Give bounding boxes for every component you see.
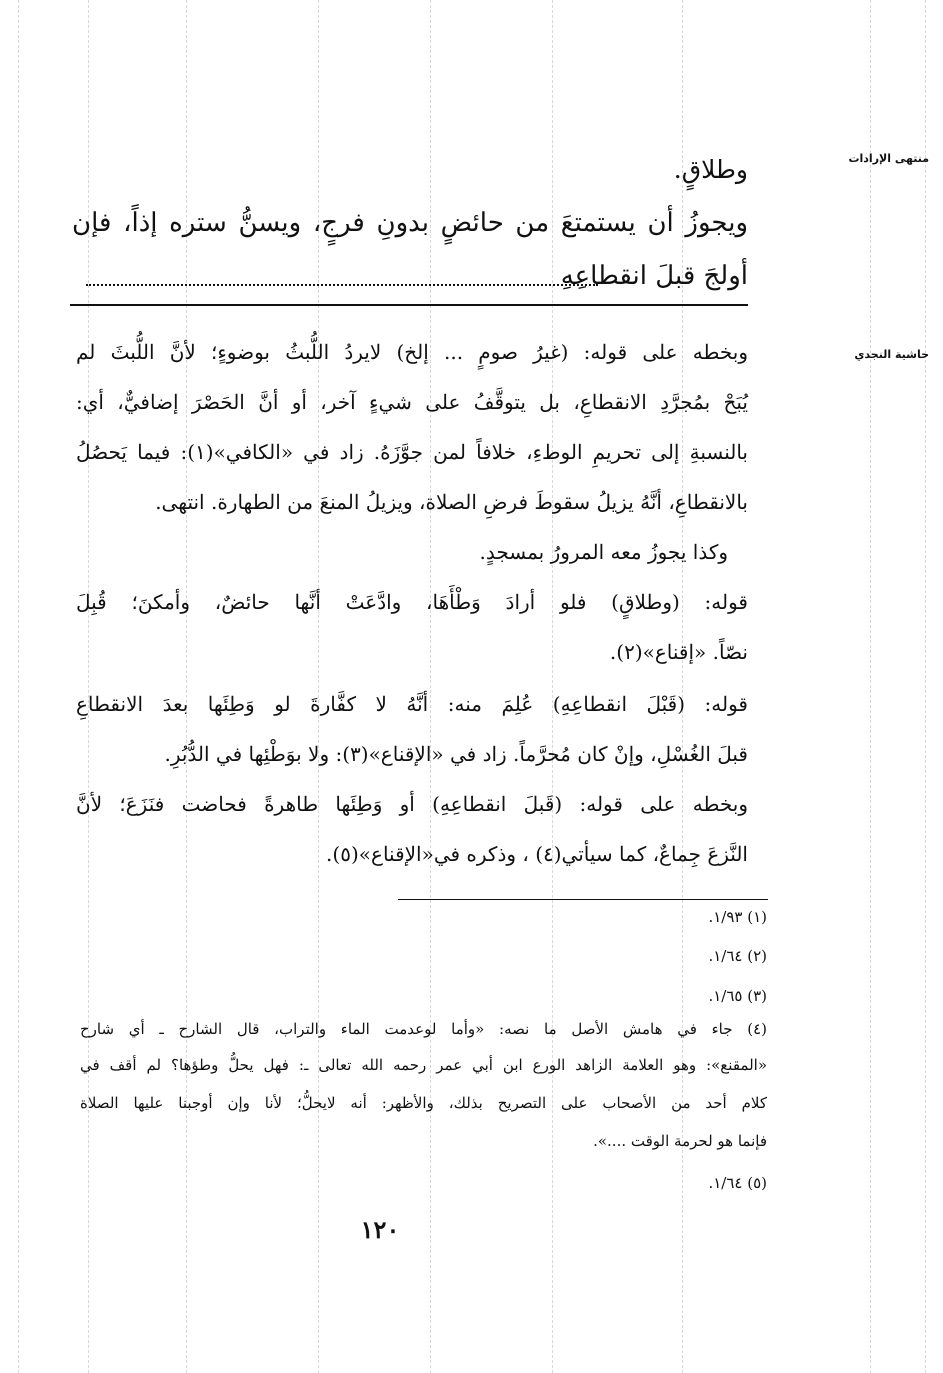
- footnote: (٤) جاء في هامش الأصل ما نصه: «وأما لوعدمت الماء والتراب، قال الشارح ـ أي شارح: [80, 1020, 767, 1038]
- commentary-line: نصّاً. «إقناع»(٢).: [609, 640, 748, 664]
- footnote: (٣) ١/٦٥.: [708, 987, 767, 1005]
- footnote: فإنما هو لحرمة الوقت ....».: [593, 1132, 767, 1150]
- commentary-line: قوله: (وطلاقٍ) فلو أرادَ وَطْأَهَا، وادَّعَتْ أنَّها حائضٌ، وأمكنَ؛ قُبِلَ: [76, 590, 748, 614]
- commentary-line: وكذا يجوزُ معه المرورُ بمسجدٍ.: [479, 540, 728, 564]
- commentary-line: بالنسبةِ إلى تحريمِ الوطءِ، خلافاً لمن جوَّزَهُ. زاد في «الكافي»(١): فيما يَحصُلُ: [76, 440, 748, 464]
- commentary-line: قبلَ الغُسْلِ، وإنْ كان مُحرَّماً. زاد في «الإقناع»(٣): ولا بوَطْئِها في الدُّبُرِ.: [164, 742, 748, 766]
- footnote: (١) ١/٩٣.: [708, 908, 767, 926]
- footnote: (٢) ١/٦٤.: [708, 947, 767, 965]
- section-divider: [70, 304, 748, 306]
- footnote: «المقنع»: وهو العلامة الزاهد الورع ابن أبي عمر رحمه الله تعالى ـ: فهل يحلُّ وطؤها؟ لم أقف في: [80, 1056, 767, 1074]
- guide-line: [18, 0, 19, 1373]
- side-label-commentary: حاشية النجدي: [854, 348, 929, 361]
- main-text-line: ويجوزُ أن يستمتعَ من حائضٍ بدونِ فرجٍ، ويسنُّ ستره إذاً، فإن: [72, 208, 748, 238]
- page-number: ١٢٠: [360, 1215, 400, 1244]
- main-text-line: أولجَ قبلَ انقطاعِهِ: [560, 261, 748, 291]
- footnote: (٥) ١/٦٤.: [708, 1174, 767, 1192]
- main-text-line: وطلاقٍ.: [673, 155, 748, 184]
- commentary-line: قوله: (قَبْلَ انقطاعِهِ) عُلِمَ منه: أنَّهُ لا كفَّارةَ لو وَطِئَها بعدَ الانقطاعِ: [76, 692, 748, 716]
- guide-line: [870, 0, 871, 1373]
- footnote: كلام أحد من الأصحاب على التصريح بذلك، والأظهر: أنه لايحلُّ؛ لأنا وإن أوجبنا عليها الصلاة: [80, 1094, 767, 1112]
- commentary-line: وبخطه على قوله: (غيرُ صومٍ ... إلخ) لايردُ اللُّبثُ بوضوءٍ؛ لأنَّ اللُّبثَ لم: [76, 340, 748, 364]
- commentary-line: يُبَحْ بمُجرَّدِ الانقطاعِ، بل يتوقَّفُ على شيءٍ آخر، أو أنَّ الحَصْرَ إضافيٌّ، أي:: [76, 390, 748, 414]
- side-label-main: منتهى الإرادات: [848, 152, 929, 165]
- commentary-line: النَّزعَ جِماعٌ، كما سيأتي(٤) ، وذكره في«الإقناع»(٥).: [326, 842, 748, 866]
- commentary-line: بالانقطاعِ، أنَّهُ يزيلُ سقوطَ فرضِ الصلاة، ويزيلُ المنعَ من الطهارة. انتهى.: [155, 490, 748, 514]
- footnote-divider: [398, 899, 768, 900]
- guide-line: [925, 0, 926, 1373]
- dotted-leader: [86, 284, 598, 286]
- commentary-line: وبخطه على قوله: (قَبلَ انقطاعِهِ) أو وَطِئَها طاهرةً فحاضت فنَزَعَ؛ لأنَّ: [76, 792, 748, 816]
